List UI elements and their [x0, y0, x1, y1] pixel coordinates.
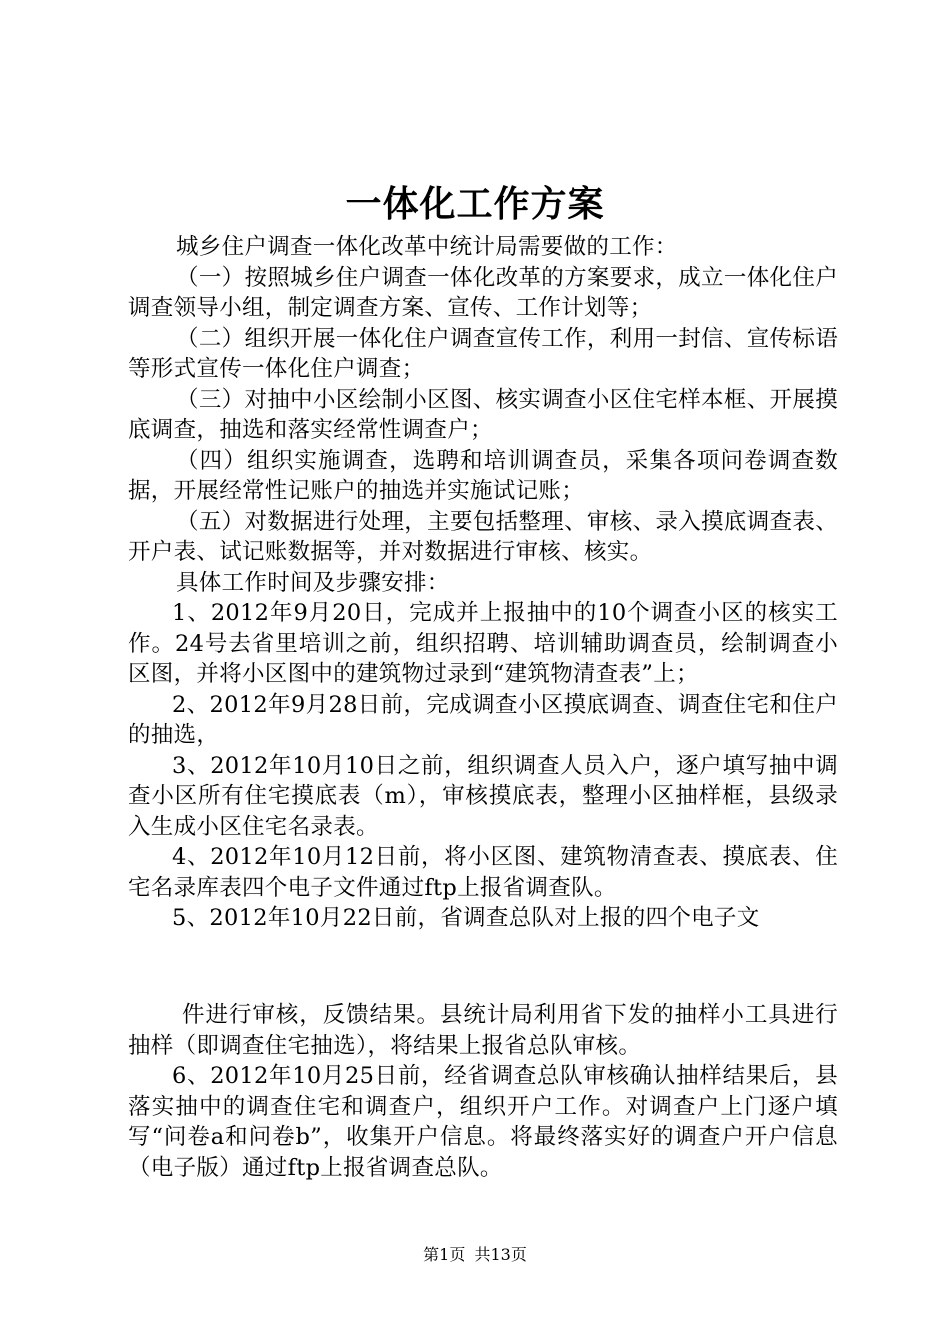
document-body-second [128, 1000, 838, 1183]
task-item: （二）组织开展一体化住户调查宣传工作，利用一封信、宣传标语等形式宣传一体化住户调查； [128, 325, 838, 382]
schedule-heading: 具体工作时间及步骤安排： [176, 569, 450, 596]
schedule-step: 4、2012年10月12日前，将小区图、建筑物清查表、摸底表、住宅名录库表四个电子文件通过ftp上报省调查队。 [128, 844, 838, 901]
schedule-step: 3、2012年10月10日之前，组织调查人员入户，逐户填写抽中调查小区所有住宅摸底表（m），审核摸底表，整理小区抽样框，县级录入生成小区住宅名录表。 [128, 752, 838, 840]
schedule-step: 2、2012年9月28日前，完成调查小区摸底调查、调查住宅和住户的抽选， [128, 691, 838, 748]
page-footer [0, 1245, 950, 1265]
schedule-step: 1、2012年9月20日，完成并上报抽中的10个调查小区的核实工作。24号去省里培训之前，组织招聘、培训辅助调查员，绘制调查小区图，并将小区图中的建筑物过录到“建筑物清查表”上； [128, 600, 838, 687]
schedule-step: 6、2012年10月25日前，经省调查总队审核确认抽样结果后，县落实抽中的调查住宅和调查户，组织开户工作。对调查户上门逐户填写“问卷a和问卷b”，收集开户信息。将最终落实好的调查户开户信息（电子版）通过ftp上报省调查总队。 [128, 1063, 838, 1181]
task-item: （五）对数据进行处理，主要包括整理、审核、录入摸底调查表、开户表、试记账数据等，并对数据进行审核、核实。 [128, 508, 838, 565]
document-title: 一体化工作方案 [345, 183, 605, 225]
task-item: （一）按照城乡住户调查一体化改革的方案要求，成立一体化住户调查领导小组，制定调查方案、宣传、工作计划等； [128, 264, 838, 321]
schedule-step: 5、2012年10月22日前，省调查总队对上报的四个电子文 [172, 905, 760, 931]
page-number: 第1页 [423, 1245, 466, 1264]
page-total: 共13页 [474, 1245, 527, 1264]
document-body-first [128, 232, 838, 934]
continuation-paragraph: 件进行审核，反馈结果。县统计局利用省下发的抽样小工具进行抽样（即调查住宅抽选），将结果上报省总队审核。 [128, 1002, 838, 1059]
intro-paragraph: 城乡住户调查一体化改革中统计局需要做的工作： [176, 234, 678, 260]
task-item: （三）对抽中小区绘制小区图、核实调查小区住宅样本框、开展摸底调查，抽选和落实经常性调查户； [128, 386, 838, 443]
task-item: （四）组织实施调查，选聘和培训调查员，采集各项问卷调查数据，开展经常性记账户的抽选并实施试记账； [128, 447, 838, 504]
